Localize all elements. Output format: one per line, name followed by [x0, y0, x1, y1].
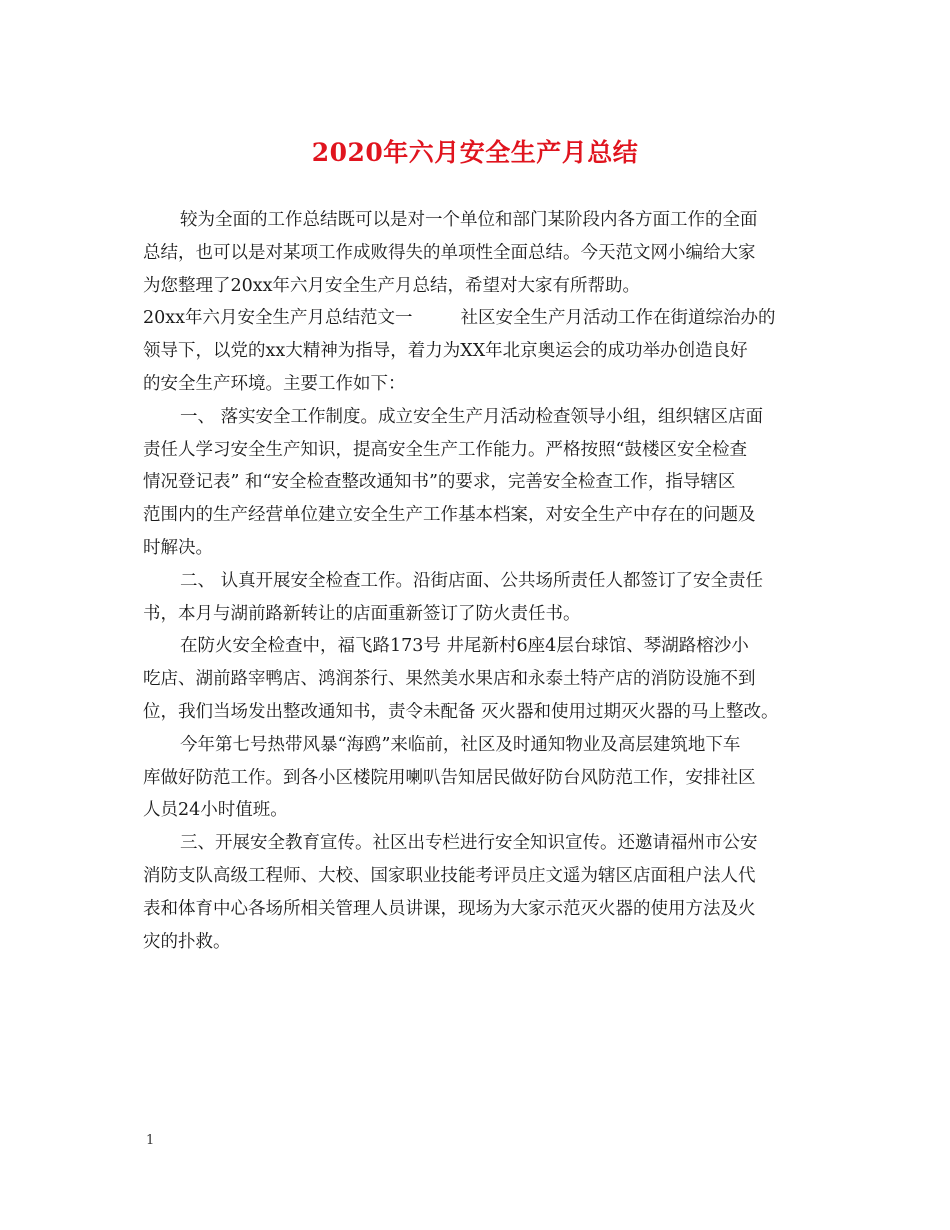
body-line: 时解决。 — [143, 537, 213, 558]
body-line: 书，本月与湖前路新转让的店面重新签订了防火责任书。 — [143, 603, 581, 624]
body-line: 灾的扑救。 — [143, 931, 231, 952]
section-heading: 20xx年六月安全生产月总结范文一 — [143, 308, 413, 329]
document-body — [143, 204, 815, 958]
body-line: 总结，也可以是对某项工作成败得失的单项性全面总结。今天范文网小编给大家 — [143, 242, 756, 263]
body-line: 人员24小时值班。 — [143, 800, 288, 821]
body-line: 较为全面的工作总结既可以是对一个单位和部门某阶段内各方面工作的全面 — [180, 210, 758, 230]
body-line: 领导下，以党的xx大精神为指导，着力为XX年北京奥运会的成功举办创造良好 — [143, 341, 748, 362]
body-line: 二、 认真开展安全检查工作。沿街店面、公共场所责任人都签订了安全责任 — [180, 570, 764, 591]
document-title: 2020年六月安全生产月总结 — [311, 138, 639, 167]
body-line: 今年第七号热带风暴“海鸥”来临前，社区及时通知物业及高层建筑地下车 — [180, 734, 741, 755]
page-number: 1 — [146, 1133, 155, 1148]
body-line: 范围内的生产经营单位建立安全生产工作基本档案，对安全生产中存在的问题及 — [143, 505, 756, 526]
body-line: 在防火安全检查中，福飞路173号 井尾新村6座4层台球馆、琴湖路榕沙小 — [180, 636, 749, 657]
body-line-composite — [143, 302, 815, 335]
body-line: 位，我们当场发出整改通知书，责令未配备 灭火器和使用过期灭火器的马上整改。 — [143, 701, 779, 722]
body-line: 一、 落实安全工作制度。成立安全生产月活动检查领导小组，组织辖区店面 — [180, 406, 764, 427]
body-line: 消防支队高级工程师、大校、国家职业技能考评员庄文遥为辖区店面租户法人代 — [143, 865, 756, 886]
body-line: 表和体育中心各场所相关管理人员讲课，现场为大家示范灭火器的使用方法及火 — [143, 898, 756, 919]
body-line: 库做好防范工作。到各小区楼院用喇叭告知居民做好防台风防范工作，安排社区 — [143, 767, 756, 788]
body-line: 为您整理了20xx年六月安全生产月总结，希望对大家有所帮助。 — [143, 275, 641, 296]
body-line: 的安全生产环境。主要工作如下： — [143, 373, 406, 394]
body-line: 责任人学习安全生产知识，提高安全生产工作能力。严格按照“鼓楼区安全检查 — [143, 439, 747, 460]
body-line: 吃店、湖前路宰鸭店、鸿润茶行、果然美水果店和永泰土特产店的消防设施不到 — [143, 669, 756, 690]
body-line: 情况登记表” 和“安全检查整改通知书”的要求，完善安全检查工作，指导辖区 — [143, 472, 736, 493]
body-line: 三、开展安全教育宣传。社区出专栏进行安全知识宣传。还邀请福州市公安 — [180, 833, 758, 854]
body-text-fragment: 社区安全生产月活动工作在街道综治办的 — [460, 308, 776, 329]
